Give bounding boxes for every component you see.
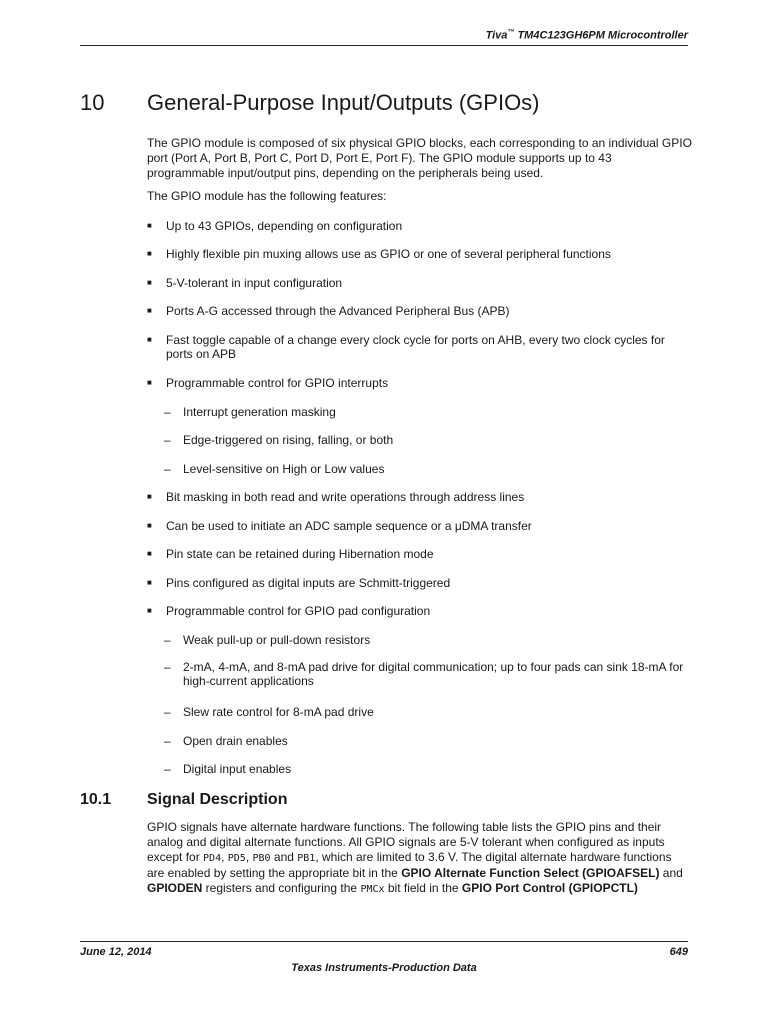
feature-item: ■ Bit masking in both read and write operations through address lines <box>147 490 692 504</box>
pin-pb1: PB1 <box>297 853 316 864</box>
sub-feature-item: – Weak pull-up or pull-down resistors <box>147 633 692 647</box>
feature-item: ■ Ports A-G accessed through the Advanced Peripheral Bus (APB) <box>147 304 692 318</box>
pin-pd4: PD4 <box>203 853 222 864</box>
features-intro: The GPIO module has the following features: <box>147 189 387 203</box>
pin-pd5: PD5 <box>227 853 246 864</box>
header-product: TM4C123GH6PM Microcontroller <box>514 29 688 42</box>
chapter-number: 10 <box>80 90 105 115</box>
feature-item: ■ Pin state can be retained during Hibernation mode <box>147 547 692 561</box>
footer-date: June 12, 2014 <box>80 946 152 958</box>
feature-item: ■ Highly flexible pin muxing allows use as GPIO or one of several peripheral functions <box>147 247 692 261</box>
feature-item: ■ Up to 43 GPIOs, depending on configuration <box>147 219 692 233</box>
register-gpioden: GPIODEN <box>147 881 203 895</box>
header-rule <box>80 45 688 46</box>
sub-feature-item: – Level-sensitive on High or Low values <box>147 462 692 476</box>
footer-publisher: Texas Instruments-Production Data <box>291 962 477 974</box>
sub-feature-item: – 2-mA, 4-mA, and 8-mA pad drive for digital communication; up to four pads can sink 18-mA for high-current applications <box>147 660 692 688</box>
pin-pb0: PB0 <box>252 853 271 864</box>
sub-feature-item: – Interrupt generation masking <box>147 405 692 419</box>
sub-feature-item: – Slew rate control for 8-mA pad drive <box>147 705 692 719</box>
trademark-symbol: ™ <box>507 29 515 36</box>
header-brand: Tiva <box>485 29 508 42</box>
sub-feature-item: – Edge-triggered on rising, falling, or both <box>147 433 692 447</box>
register-gpiopctl: GPIO Port Control (GPIOPCTL) <box>461 881 638 895</box>
chapter-title: General-Purpose Input/Outputs (GPIOs) <box>147 90 540 115</box>
field-pmcx: PMCx <box>360 884 385 895</box>
page-number: 649 <box>669 946 688 958</box>
feature-item: ■ Fast toggle capable of a change every clock cycle for ports on AHB, every two clock cycles for ports on APB <box>147 333 692 361</box>
feature-item: ■ Programmable control for GPIO interrupts <box>147 376 692 390</box>
feature-item: ■ Programmable control for GPIO pad configuration <box>147 604 692 618</box>
section-number: 10.1 <box>80 791 112 808</box>
register-gpioafsel: GPIO Alternate Function Select (GPIOAFSEL) <box>401 866 660 880</box>
signal-description-paragraph: GPIO signals have alternate hardware functions. The following table lists the GPIO pins and their analog and digital alternate functions. All GPIO signals are 5-V tolerant when configured as inputs except for PD4, PD5, PB0 and PB1, which are limited to 3.6 V. The digital alternate hardware functions are enabled by setting the appropriate bit in the GPIO Alternate Function Select (GPIOAFSEL) and GPIODEN registers and configuring the PMCx bit field in the GPIO Port Control (GPIOPCTL) <box>147 820 683 895</box>
feature-item: ■ Can be used to initiate an ADC sample sequence or a μDMA transfer <box>147 519 692 533</box>
feature-item: ■ 5-V-tolerant in input configuration <box>147 276 692 290</box>
sub-feature-item: – Digital input enables <box>147 762 692 776</box>
footer-rule <box>80 941 688 942</box>
sub-feature-item: – Open drain enables <box>147 734 692 748</box>
page-header <box>486 29 688 42</box>
intro-paragraph: The GPIO module is composed of six physical GPIO blocks, each corresponding to an individual GPIO port (Port A, Port B, Port C, Port D, Port E, Port F). The GPIO module supports up to 43 programmable input/output pins, depending on the peripherals being used. <box>147 136 692 180</box>
section-title: Signal Description <box>147 791 288 808</box>
feature-item: ■ Pins configured as digital inputs are Schmitt-triggered <box>147 576 692 590</box>
